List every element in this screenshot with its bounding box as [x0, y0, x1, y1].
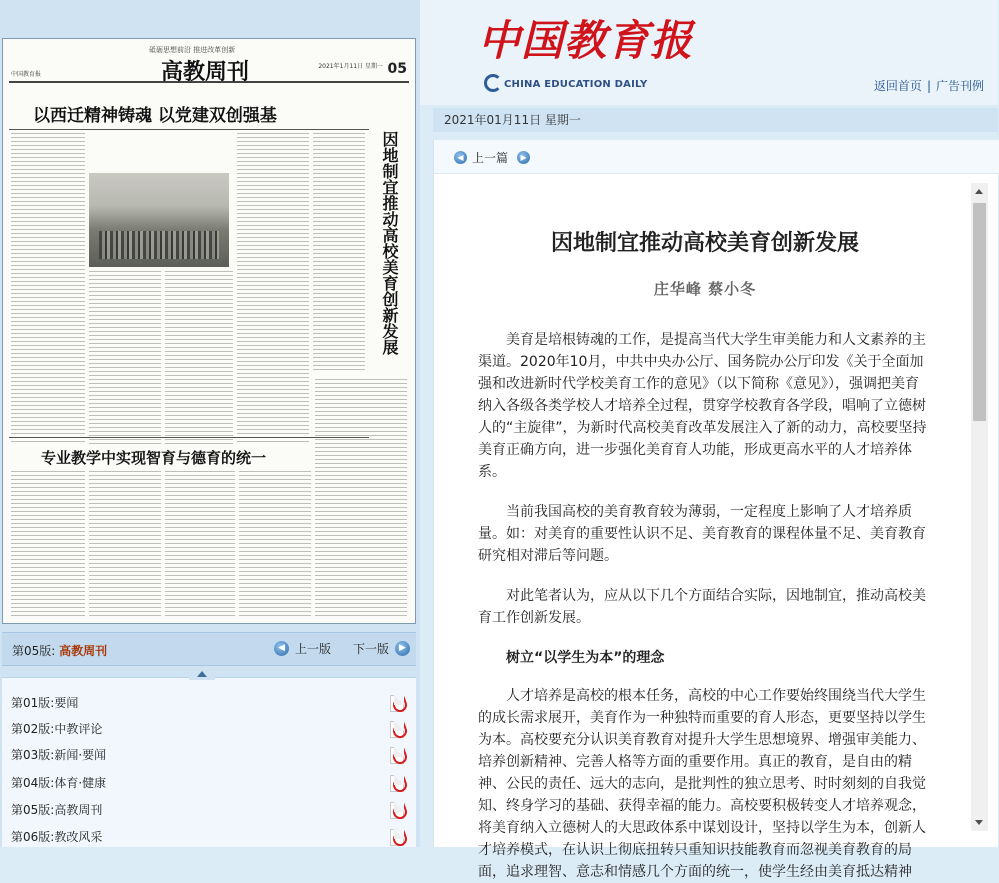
preview-page-number: 05: [387, 61, 407, 77]
preview-date: 2021年1月11日 星期一: [318, 63, 383, 70]
pdf-icon[interactable]: [390, 829, 404, 846]
page-list-item[interactable]: 第02版:中教评论: [2, 718, 416, 744]
scroll-down-icon[interactable]: [971, 814, 988, 831]
logo-swirl-icon: [484, 74, 502, 92]
left-column: [0, 0, 420, 847]
article-toolbar: [434, 140, 999, 174]
article-subheading: 树立“以学生为本”的理念: [506, 650, 665, 666]
preview-section-title: 高教周刊: [161, 59, 250, 85]
pdf-icon[interactable]: [390, 721, 404, 738]
next-page-label: 下一版: [353, 642, 390, 656]
arrow-right-icon: ▶: [395, 641, 410, 656]
date-bar: 2021年01月11日 星期一: [433, 108, 998, 132]
top-links: [874, 77, 984, 94]
prev-page-label: 上一版: [295, 642, 332, 656]
pdf-icon[interactable]: [390, 802, 404, 819]
page-list-item[interactable]: 第06版:教改风采: [2, 826, 416, 852]
prev-page-button[interactable]: [274, 640, 331, 657]
next-page-button[interactable]: [353, 640, 410, 657]
article-paragraph: 当前我国高校的美育教育较为薄弱，一定程度上影响了人才培养质量。如：对美育的重要性认识不足、美育教育的课程体量不足、美育教育研究相对滞后等问题。: [478, 504, 926, 564]
scrollbar-thumb[interactable]: [973, 203, 986, 421]
ad-rates-link[interactable]: 广告刊例: [935, 79, 984, 93]
preview-text-block: [239, 471, 311, 619]
preview-text-block: [165, 271, 233, 445]
arrow-right-icon[interactable]: ▶: [517, 151, 530, 164]
page-list: [2, 677, 416, 847]
preview-slogan: 砥砺思想前沿 推进改革创新: [149, 46, 236, 54]
article-scrollbar[interactable]: [971, 183, 988, 831]
current-page-label: 第05版: 高教周刊: [12, 644, 108, 658]
preview-text-block: [313, 133, 365, 373]
preview-headline-1[interactable]: 以西迁精神铸魂 以党建双创强基: [33, 106, 277, 126]
article-paragraph: 对此笔者认为，应从以下几个方面结合实际，因地制宜，推动高校美育工作创新发展。: [478, 588, 926, 626]
preview-text-block: [89, 271, 161, 445]
article-panel: [433, 140, 998, 880]
preview-paper-name: 中国教育报: [11, 71, 42, 78]
preview-vertical-headline[interactable]: 因地制宜推动高校美育创新发展: [380, 131, 399, 355]
preview-text-block: [11, 133, 85, 445]
site-header: [420, 0, 998, 105]
masthead-logo[interactable]: 中国教育报: [478, 16, 694, 65]
article-body: [478, 329, 932, 883]
page-list-item[interactable]: 第05版:高教周刊: [2, 799, 416, 825]
prev-article-label: 上一篇: [472, 151, 509, 165]
prev-article-button[interactable]: [454, 149, 530, 166]
preview-text-block: [315, 379, 407, 619]
preview-rule: [9, 129, 369, 130]
preview-text-block: [165, 471, 235, 619]
page-list-item[interactable]: 第03版:新闻·要闻: [2, 744, 416, 770]
masthead-english: CHINA EDUCATION DAILY: [504, 79, 648, 90]
newspaper-page-preview[interactable]: [2, 38, 416, 624]
pdf-icon[interactable]: [390, 775, 404, 792]
article-author: 庄华峰 蔡小冬: [653, 280, 757, 298]
article-paragraph: 人才培养是高校的根本任务，高校的中心工作要始终围绕当代大学生的成长需求展开，美育作为一种独特而重要的育人形态，更要坚持以学生为本。高校要充分认识美育教育对提升大学生思想境界、增强审美能力、培养创新精神、完善人格等方面的重要作用。真正的教育，是自由的精神、公民的责任、远大的志向，是批判性的独立思考、时时刻刻的自我觉知、终身学习的基础、获得幸福的能力。高校要积极转变人才培养观念，将美育纳入立德树人的大思政体系中谋划设计，坚持以学生为本，创新人才培养模式，在认识上彻底扭转只重知识技能教育而忽视美育教育的局面，追求理智、意志和情感几个方面的统一，使学生经由美育抵达精神: [478, 688, 926, 880]
pdf-icon[interactable]: [390, 747, 404, 764]
preview-text-block: [89, 471, 161, 619]
article-content: [478, 184, 932, 880]
collapse-up-icon[interactable]: [189, 668, 215, 680]
page-list-item[interactable]: 第01版:要闻: [2, 692, 416, 718]
pdf-icon[interactable]: [390, 695, 404, 712]
preview-text-block: [11, 471, 85, 619]
preview-masthead: [9, 43, 409, 83]
preview-headline-2[interactable]: 专业教学中实现智育与德育的统一: [41, 449, 267, 467]
article-title: 因地制宜推动高校美育创新发展: [550, 230, 859, 256]
article-paragraph: 美育是培根铸魂的工作，是提高当代大学生审美能力和人文素养的主渠道。2020年10月，中共中央办公厅、国务院办公厅印发《关于全面加强和改进新时代学校美育工作的意见》（以下简称《意见》），强调把美育纳入各级各类学校人才培养全过程，贯穿学校教育各学段，唱响了立德树人的“主旋律”，为新时代高校美育改革发展注入了新的动力，高校要坚持美育正确方向，进一步强化美育育人功能，形成更高水平的人才培养体系。: [478, 332, 927, 480]
preview-text-block: [237, 133, 309, 445]
scroll-up-icon[interactable]: [971, 183, 988, 200]
page-list-item[interactable]: 第04版:体育·健康: [2, 772, 416, 798]
link-separator: |: [926, 79, 931, 93]
arrow-left-icon: ◀: [454, 151, 467, 164]
preview-photo: [89, 173, 229, 267]
arrow-left-icon: ◀: [274, 641, 289, 656]
page-pager: [2, 632, 416, 666]
home-link[interactable]: 返回首页: [873, 79, 922, 93]
